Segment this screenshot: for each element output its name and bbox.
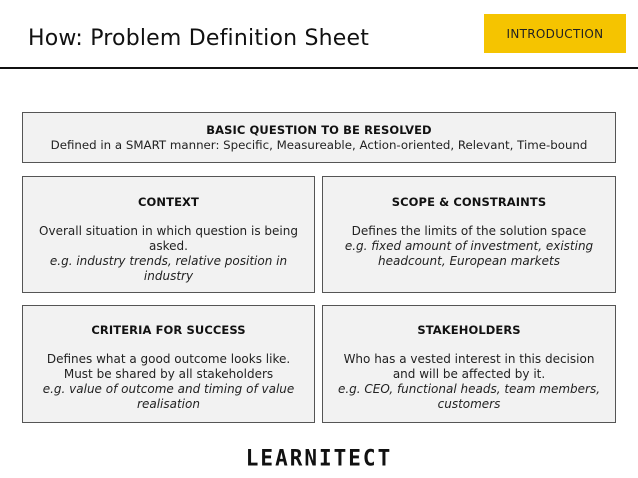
criteria-success-heading: CRITERIA FOR SUCCESS — [91, 323, 246, 337]
context-box — [22, 176, 315, 293]
basic-question-heading: BASIC QUESTION TO BE RESOLVED — [206, 123, 432, 137]
scope-constraints-description: Defines the limits of the solution space — [351, 224, 587, 238]
scope-constraints-box — [322, 176, 616, 293]
header-divider — [0, 67, 638, 69]
criteria-success-description: Defines what a good outcome looks like. Must be shared by all stakeholders — [46, 352, 291, 381]
criteria-success-box — [22, 305, 315, 423]
scope-constraints-example: e.g. fixed amount of investment, existing headcount, European markets — [344, 239, 594, 268]
basic-question-box — [22, 112, 616, 163]
criteria-success-example: e.g. value of outcome and timing of value realisation — [42, 382, 295, 411]
basic-question-description: Defined in a SMART manner: Specific, Measureable, Action-oriented, Relevant, Time-bound — [50, 138, 588, 152]
page-title: How: Problem Definition Sheet — [28, 26, 370, 51]
stakeholders-box — [322, 305, 616, 423]
scope-constraints-heading: SCOPE & CONSTRAINTS — [391, 195, 547, 209]
context-example: e.g. industry trends, relative position in industry — [49, 254, 288, 283]
context-heading: CONTEXT — [138, 195, 199, 209]
learnitect-logo: LEARNITECT — [245, 445, 393, 471]
stakeholders-heading: STAKEHOLDERS — [417, 323, 521, 337]
stakeholders-description: Who has a vested interest in this decision and will be affected by it. — [343, 352, 595, 381]
section-badge: INTRODUCTION — [484, 14, 626, 53]
stakeholders-example: e.g. CEO, functional heads, team members, customers — [337, 382, 601, 411]
context-description: Overall situation in which question is being asked. — [39, 224, 298, 253]
